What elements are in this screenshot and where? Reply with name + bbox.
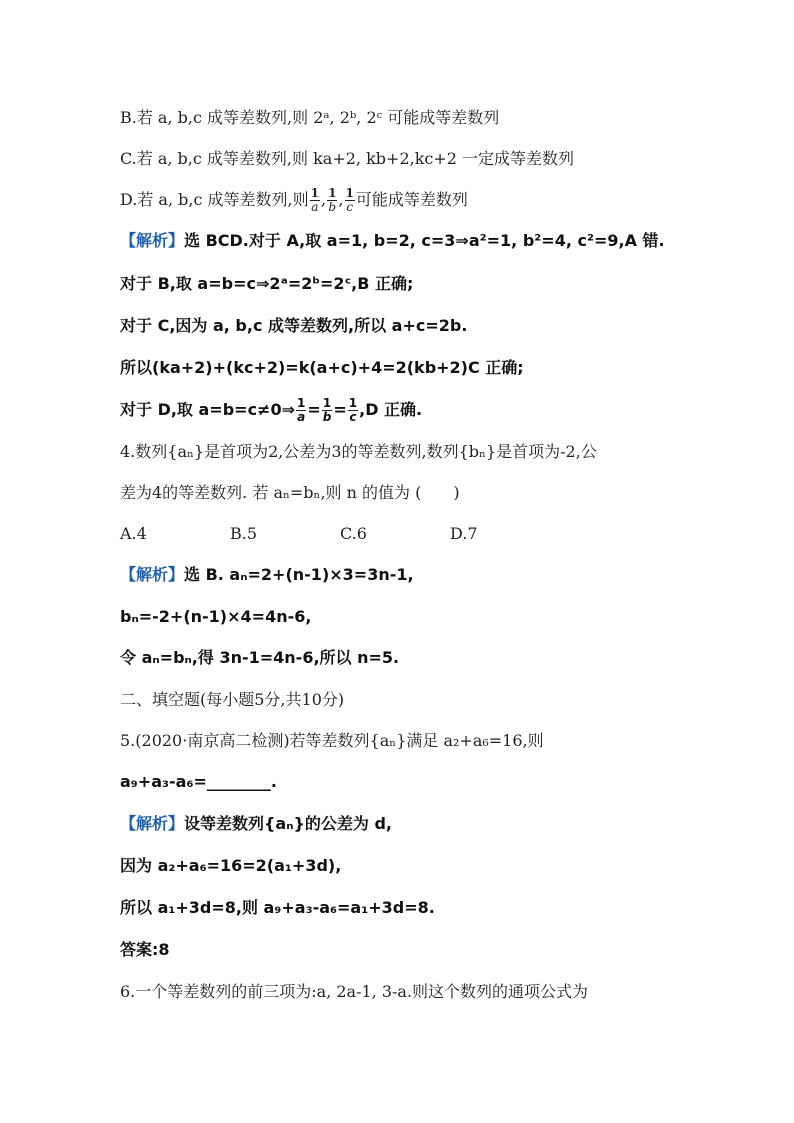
option-c: C.6	[340, 524, 367, 543]
question-4-line-1: 4.数列{aₙ}是首项为2,公差为3的等差数列,数列{bₙ}是首项为-2,公	[120, 442, 597, 461]
solution-tag: 【解析】	[120, 814, 185, 833]
solution-5-line-3: 所以 a₁+3d=8,则 a₉+a₃-a₆=a₁+3d=8.	[120, 898, 435, 917]
solution-3-line-1: 【解析】选 BCD.对于 A,取 a=1, b=2, c=3⇒a²=1, b²=4, c²=9,A 错.	[120, 231, 665, 250]
fraction-1-over-a: $\frac{1}{a}$	[297, 396, 306, 424]
solution-5-line-2: 因为 a₂+a₆=16=2(a₁+3d),	[120, 856, 342, 875]
solution-tag: 【解析】	[120, 565, 185, 584]
option-d: D.若 a, b,c 成等差数列,则 $\frac{1}{a}$ , $\frac{1}{b}$ , $\frac{1}{c}$ 可能成等差数列	[120, 186, 468, 214]
question-6-line-1: 6.一个等差数列的前三项为:a, 2a-1, 3-a.则这个数列的通项公式为	[120, 982, 589, 1001]
fraction-1-over-a: $\frac{1}{a}$	[310, 186, 319, 214]
option-a: A.4	[120, 524, 147, 543]
option-b: B.5	[230, 524, 258, 543]
fraction-1-over-b: $\frac{1}{b}$	[322, 396, 332, 424]
question-4-options	[120, 519, 680, 549]
option-d-suffix: 可能成等差数列	[355, 190, 468, 209]
question-5-line-1: 5.(2020·南京高二检测)若等差数列{aₙ}满足 a₂+a₆=16,则	[120, 731, 544, 750]
solution-3-line-5: 对于 D,取 a=b=c≠0⇒ $\frac{1}{a}$ = $\frac{1}{b}$ = $\frac{1}{c}$ ,D 正确.	[120, 396, 423, 424]
solution-3-line-2: 对于 B,取 a=b=c⇒2ᵃ=2ᵇ=2ᶜ,B 正确;	[120, 274, 414, 293]
option-c: C.若 a, b,c 成等差数列,则 ka+2, kb+2,kc+2 一定成等差数列	[120, 149, 575, 168]
solution-4-line-2: bₙ=-2+(n-1)×4=4n-6,	[120, 607, 312, 626]
option-b: B.若 a, b,c 成等差数列,则 2ᵃ, 2ᵇ, 2ᶜ 可能成等差数列	[120, 108, 500, 127]
solution-tag: 【解析】	[120, 231, 185, 250]
solution-4-line-1: 【解析】选 B. aₙ=2+(n-1)×3=3n-1,	[120, 565, 414, 584]
solution-3-line-4: 所以(ka+2)+(kc+2)=k(a+c)+4=2(kb+2)C 正确;	[120, 358, 524, 377]
fraction-1-over-c: $\frac{1}{c}$	[348, 396, 358, 424]
option-d-prefix: D.若 a, b,c 成等差数列,则	[120, 190, 309, 209]
fraction-1-over-b: $\frac{1}{b}$	[328, 186, 337, 214]
question-4-line-2: 差为4的等差数列. 若 aₙ=bₙ,则 n 的值为 ( )	[120, 483, 460, 502]
solution-5-line-1: 【解析】设等差数列{aₙ}的公差为 d,	[120, 814, 392, 833]
solution-4-line-3: 令 aₙ=bₙ,得 3n-1=4n-6,所以 n=5.	[120, 648, 400, 667]
fraction-1-over-c: $\frac{1}{c}$	[345, 186, 354, 214]
answer-line: 答案:8	[120, 940, 170, 959]
solution-3-line-3: 对于 C,因为 a, b,c 成等差数列,所以 a+c=2b.	[120, 316, 468, 335]
question-5-line-2: a₉+a₃-a₆=________.	[120, 772, 277, 791]
section-heading: 二、填空题(每小题5分,共10分)	[120, 690, 345, 709]
option-d: D.7	[450, 524, 478, 543]
